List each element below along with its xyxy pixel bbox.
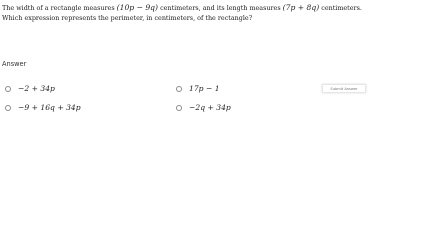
answer-label: Answer [2, 60, 27, 68]
choice-c-text: 17p − 1 [189, 84, 220, 93]
question-prefix: The width of a rectangle measures [2, 4, 115, 12]
question-line-2: Which expression represents the perimeter, in centimeters, of the rectangle? [2, 13, 253, 22]
width-expression: (10p − 9q) [116, 3, 159, 12]
radio-button-icon[interactable] [176, 86, 182, 92]
question-line-1 [2, 3, 438, 14]
radio-button-icon[interactable] [5, 86, 11, 92]
question-suffix: centimeters. [321, 4, 362, 12]
choice-a-text: −2 + 34p [18, 84, 55, 93]
question-middle: centimeters, and its length measures [160, 4, 281, 12]
answer-choice-d[interactable] [176, 103, 231, 112]
choice-b-text: −9 + 16q + 34p [18, 103, 81, 112]
answer-choice-b[interactable] [5, 103, 81, 112]
question-text [2, 3, 438, 23]
radio-button-icon[interactable] [5, 105, 11, 111]
submit-answer-button[interactable]: Submit Answer [322, 84, 366, 93]
answer-choice-a[interactable] [5, 84, 55, 93]
radio-button-icon[interactable] [176, 105, 182, 111]
answer-choice-c[interactable] [176, 84, 220, 93]
length-expression: (7p + 8q) [282, 3, 320, 12]
choice-d-text: −2q + 34p [189, 103, 231, 112]
